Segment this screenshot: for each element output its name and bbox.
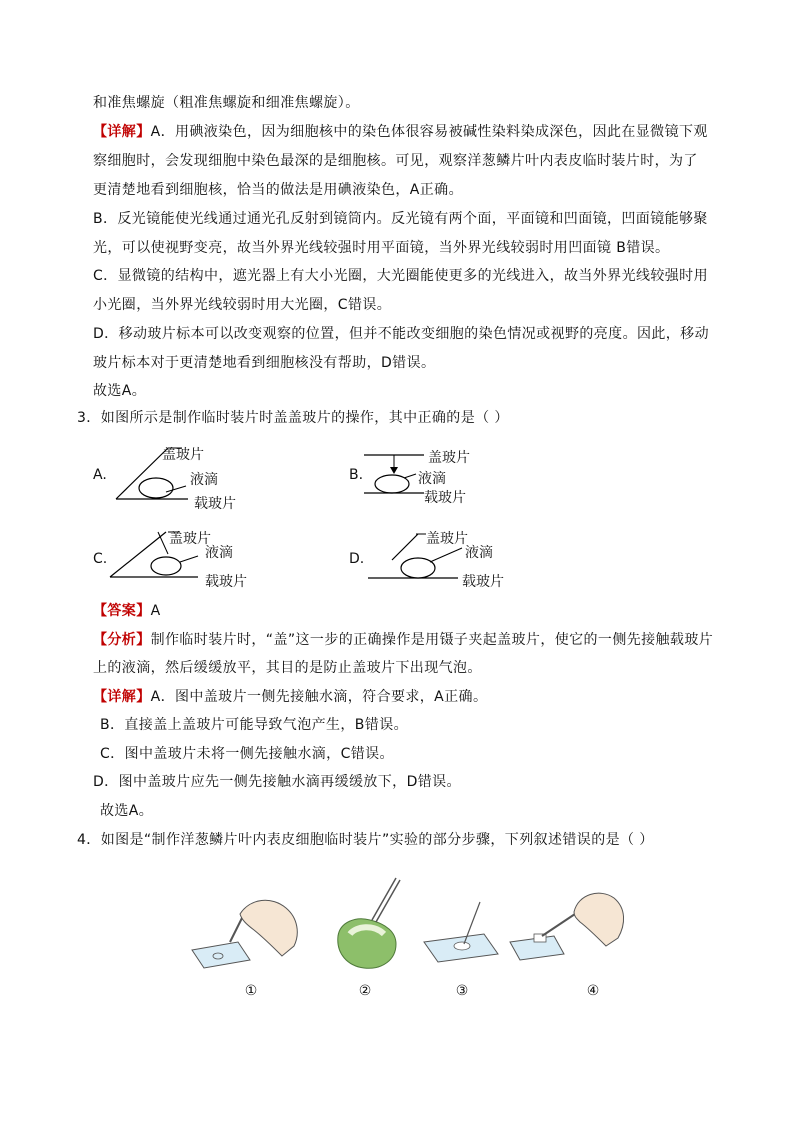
q2-option-c-line-1: C．显微镜的结构中，遮光器上有大小光圈，大光圈能使更多的光线进入，故当外界光线较强时用: [93, 268, 708, 284]
q3-option-c-letter: C.: [93, 551, 108, 567]
q2-detail-line-2: 察细胞时，会发现细胞中染色最深的是细胞核。可见，观察洋葱鳞片叶内表皮临时装片时，为了: [93, 153, 698, 169]
q4-step2-illustration: [330, 876, 410, 974]
q3-a-slide-label: 载玻片: [194, 496, 236, 512]
q2-option-d-line-1: D．移动玻片标本可以改变观察的位置，但并不能改变细胞的染色情况或视野的亮度。因此，移动: [93, 326, 709, 342]
q4-step1-illustration: [190, 890, 310, 972]
q4-step-label-2: ②: [358, 983, 372, 999]
q3-d-cover-label: 盖玻片: [426, 531, 468, 547]
q2-option-b-line-1: B．反光镜能使光线通过通光孔反射到镜筒内。反光镜有两个面，平面镜和凹面镜，凹面镜能够聚: [93, 211, 708, 227]
q3-analysis-line-2: 上的液滴，然后缓缓放平，其目的是防止盖玻片下出现气泡。: [93, 660, 482, 676]
q3-analysis-line-1: [93, 630, 713, 650]
q3-c-drop-label: 液滴: [205, 545, 233, 561]
q3-a-cover-label: 盖玻片: [162, 447, 204, 463]
q3-choose: 故选A。: [100, 803, 154, 819]
q3-c-cover-label: 盖玻片: [169, 531, 211, 547]
q3-a-drop-label: 液滴: [190, 472, 218, 488]
q3-detail-line-a: [93, 687, 487, 707]
q4-step-label-4: ④: [586, 983, 600, 999]
q4-step4-illustration: [508, 882, 628, 972]
q3-c-slide-label: 载玻片: [205, 574, 247, 590]
q3-detail-line-c: C．图中盖玻片未将一侧先接触水滴，C错误。: [100, 746, 394, 762]
q3-analysis-text-1: 制作临时装片时，“盖”这一步的正确操作是用镊子夹起盖玻片，使它的一侧先接触载玻片: [150, 632, 714, 648]
q2-continuation-line: 和准焦螺旋（粗准焦螺旋和细准焦螺旋）。: [93, 95, 360, 111]
q3-answer-tag: 【答案】: [93, 603, 151, 619]
q4-step3-illustration: [420, 896, 504, 972]
q3-option-a-letter: A.: [93, 467, 107, 483]
q4-stem: 4．如图是“制作洋葱鳞片叶内表皮细胞临时装片”实验的部分步骤，下列叙述错误的是（ ）: [77, 832, 654, 848]
q3-d-slide-label: 载玻片: [462, 574, 504, 590]
q2-detail-line-3: 更清楚地看到细胞核，恰当的做法是用碘液染色，A正确。: [93, 182, 463, 198]
q3-b-slide-label: 载玻片: [424, 490, 466, 506]
q4-step-label-3: ③: [455, 983, 469, 999]
q2-detail-line-1: [93, 122, 708, 142]
q2-option-d-line-2: 玻片标本对于更清楚地看到细胞核没有帮助，D错误。: [93, 355, 436, 371]
q2-choose: 故选A。: [93, 383, 147, 399]
q3-answer-value: A: [150, 603, 161, 619]
q3-analysis-tag: 【分析】: [93, 632, 151, 648]
q3-d-drop-label: 液滴: [465, 545, 493, 561]
q4-step-label-1: ①: [244, 983, 258, 999]
q2-option-c-line-2: 小光圈，当外界光线较弱时用大光圈，C错误。: [93, 297, 392, 313]
q3-option-b-letter: B.: [349, 467, 364, 483]
q2-detail-tag: 【详解】: [93, 124, 151, 140]
q3-detail-text-a: A．图中盖玻片一侧先接触水滴，符合要求，A正确。: [150, 689, 488, 705]
q3-b-drop-label: 液滴: [418, 471, 446, 487]
q3-option-d-letter: D.: [349, 551, 365, 567]
q3-b-cover-label: 盖玻片: [428, 450, 470, 466]
q3-detail-line-d: D．图中盖玻片应先一侧先接触水滴再缓缓放下，D错误。: [93, 774, 461, 790]
q2-option-b-line-2: 光，可以使视野变亮，故当外界光线较强时用平面镜，当外界光线较弱时用凹面镜 B错误。: [93, 240, 670, 256]
q2-detail-text-1: A．用碘液染色，因为细胞核中的染色体很容易被碱性染料染成深色，因此在显微镜下观: [150, 124, 708, 140]
q3-answer-line: [93, 601, 161, 621]
q3-detail-line-b: B．直接盖上盖玻片可能导致气泡产生，B错误。: [100, 717, 409, 733]
q3-stem: 3．如图所示是制作临时装片时盖盖玻片的操作，其中正确的是（ ）: [77, 410, 509, 426]
q3-detail-tag: 【详解】: [93, 689, 151, 705]
